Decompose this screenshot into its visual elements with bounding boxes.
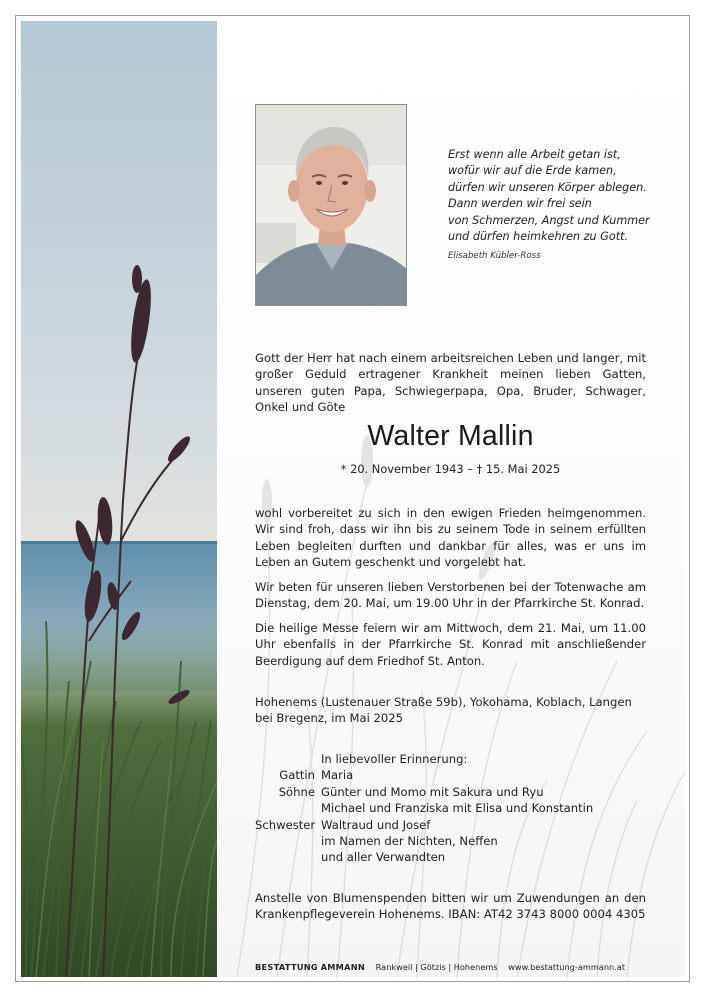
poem-line: Dann werden wir frei sein xyxy=(448,197,592,211)
mourner-names: und aller Verwandten xyxy=(321,850,446,865)
life-dates: * 20. November 1943 – † 15. Mai 2025 xyxy=(340,462,561,476)
mourner-names: Waltraud und Josef xyxy=(321,817,431,832)
mourner-names: im Namen der Nichten, Neffen xyxy=(321,834,498,849)
poem-line: Erst wenn alle Arbeit getan ist, xyxy=(448,148,621,161)
footer-website[interactable]: www.bestattung-ammann.at xyxy=(508,962,626,972)
footer-locations: Rankweil | Götzis | Hohenems xyxy=(375,962,498,972)
poem-line: von Schmerzen, Angst und Kummer xyxy=(448,213,650,227)
mourner-relation: Gattin xyxy=(279,768,315,783)
brand-name: AMMANN xyxy=(320,962,366,972)
mourner-row xyxy=(255,767,655,783)
mourner-row xyxy=(255,817,655,833)
mourner-relation: Schwester xyxy=(255,817,316,832)
mourner-row xyxy=(255,800,655,816)
mourner-row xyxy=(255,784,655,800)
intro-paragraph: Gott der Herr hat nach einem arbeitsreichen Leben und langer, mit großer Geduld ertragener Krankheit meinen lieben Gatten, unseren guten Papa, Schwiegerpapa, Opa, Bruder, Schwager, Onkel und Göte xyxy=(255,351,646,415)
portrait-photo xyxy=(255,104,407,306)
mourner-row xyxy=(255,833,655,849)
obituary-card xyxy=(21,21,685,977)
mass-paragraph: Die heilige Messe feiern wir am Mittwoch, dem 21. Mai, um 11.00 Uhr ebenfalls in der Pfarrkirche St. Konrad mit anschließender Beerdigung auf dem Friedhof St. Anton. xyxy=(255,621,646,668)
mourner-relation xyxy=(255,800,321,816)
mourner-relation xyxy=(255,833,321,849)
mourner-names: Maria xyxy=(321,768,354,783)
place-date: Hohenems (Lustenauer Straße 59b), Yokohama, Koblach, Langen bei Bregenz, im Mai 2025 xyxy=(255,695,632,726)
donation-paragraph: Anstelle von Blumenspenden bitten wir um Zuwendungen an den Krankenpflegeverein Hohenems. IBAN: AT42 3743 8000 0004 4305 xyxy=(255,891,646,922)
brand-prefix: BESTATTUNG xyxy=(255,962,318,972)
mourner-relation: Söhne xyxy=(278,784,315,799)
poem-line: und dürfen heimkehren zu Gott. xyxy=(448,230,629,244)
mourner-names: Michael und Franziska mit Elisa und Konstantin xyxy=(321,801,594,816)
mourner-names: Günter und Momo mit Sakura und Ryu xyxy=(321,784,544,799)
mourners-list xyxy=(255,751,655,866)
mourner-relation xyxy=(255,849,321,865)
wake-paragraph: Wir beten für unseren lieben Verstorbenen bei der Totenwache am Dienstag, dem 20. Mai, um 19.00 Uhr in der Pfarrkirche St. Konrad. xyxy=(255,580,646,611)
mourners-heading: In liebevoller Erinnerung: xyxy=(321,752,468,766)
deceased-name: Walter Mallin xyxy=(367,420,534,452)
footer xyxy=(255,962,655,972)
poem-author: Elisabeth Kübler-Ross xyxy=(448,251,541,261)
poem-line: wofür wir auf die Erde kamen, xyxy=(448,164,617,178)
main-paragraph: wohl vorbereitet zu sich in den ewigen Frieden heimgenommen. Wir sind froh, dass wir ihn bis zu seinem Tode in seinem erfüllten Leben begleiten durften und dankbar für alles, was er uns im Leben an Gutem geschenkt und vorgelebt hat. xyxy=(255,506,646,570)
poem-line: dürfen wir unseren Körper ablegen. xyxy=(448,180,647,194)
mourner-row xyxy=(255,849,655,865)
mourners-heading-row xyxy=(255,751,655,767)
poem xyxy=(448,147,663,245)
